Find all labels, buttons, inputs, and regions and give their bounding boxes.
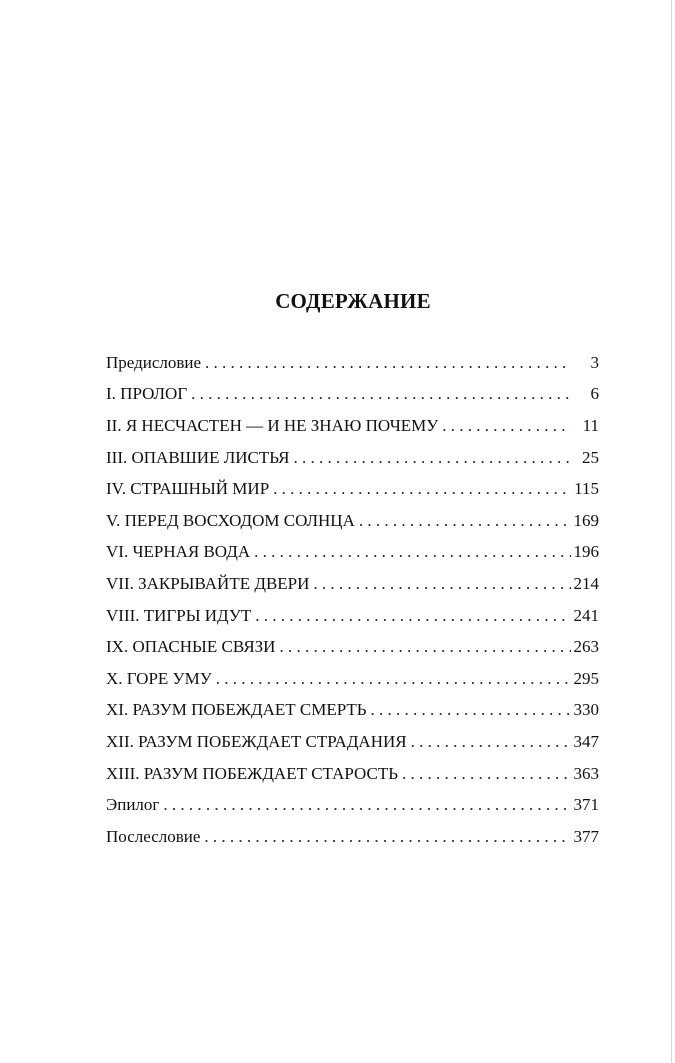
toc-entry xyxy=(106,379,599,411)
toc-page-number: 25 xyxy=(582,447,599,467)
toc-page-number: 196 xyxy=(573,542,599,562)
toc-page-number: 377 xyxy=(573,826,599,846)
toc-entry xyxy=(106,442,599,474)
toc-entry-label: IX. ОПАСНЫЕ СВЯЗИ xyxy=(106,637,276,657)
toc-dot-leader xyxy=(254,541,571,563)
toc-page-number: 263 xyxy=(573,637,599,657)
toc-entry-label: III. ОПАВШИЕ ЛИСТЬЯ xyxy=(106,447,290,467)
toc-dot-leader xyxy=(359,510,571,532)
toc-page-number: 115 xyxy=(574,479,599,499)
toc-entry-label: V. ПЕРЕД ВОСХОДОМ СОЛНЦА xyxy=(106,510,355,530)
toc-dot-leader xyxy=(293,447,571,469)
toc-entry xyxy=(106,473,599,505)
toc-entry xyxy=(106,568,599,600)
toc-entry xyxy=(106,789,599,821)
toc-entry xyxy=(106,631,599,663)
toc-dot-leader xyxy=(204,826,571,848)
toc-entry-label: VII. ЗАКРЫВАЙТЕ ДВЕРИ xyxy=(106,573,310,593)
toc-entry xyxy=(106,726,599,758)
toc-dot-leader xyxy=(313,573,571,595)
table-of-contents xyxy=(106,347,599,853)
toc-entry xyxy=(106,758,599,790)
toc-dot-leader xyxy=(255,605,571,627)
toc-dot-leader xyxy=(442,415,571,437)
toc-entry xyxy=(106,410,599,442)
toc-page-number: 241 xyxy=(573,605,599,625)
toc-entry-label: I. ПРОЛОГ xyxy=(106,384,188,404)
toc-dot-leader xyxy=(205,352,571,374)
toc-entry-label: XIII. РАЗУМ ПОБЕЖДАЕТ СТАРОСТЬ xyxy=(106,763,398,783)
page-title: СОДЕРЖАНИЕ xyxy=(275,289,431,313)
toc-entry-label: X. ГОРЕ УМУ xyxy=(106,668,212,688)
toc-page-number: 6 xyxy=(590,384,599,404)
toc-page-number: 295 xyxy=(573,668,599,688)
toc-page-number: 371 xyxy=(573,795,599,815)
toc-entry-label: XII. РАЗУМ ПОБЕЖДАЕТ СТРАДАНИЯ xyxy=(106,731,407,751)
toc-dot-leader xyxy=(371,699,571,721)
toc-entry xyxy=(106,537,599,569)
toc-entry-label: IV. СТРАШНЫЙ МИР xyxy=(106,479,270,499)
toc-dot-leader xyxy=(273,478,571,500)
toc-entry xyxy=(106,505,599,537)
toc-page-number: 330 xyxy=(573,700,599,720)
toc-page-number: 11 xyxy=(582,415,599,435)
page-edge-divider xyxy=(671,0,672,1063)
toc-dot-leader xyxy=(279,636,571,658)
toc-page-number: 347 xyxy=(573,731,599,751)
toc-entry-label: Предисловие xyxy=(106,352,202,372)
toc-entry-label: VI. ЧЕРНАЯ ВОДА xyxy=(106,542,251,562)
toc-entry xyxy=(106,695,599,727)
toc-dot-leader xyxy=(216,668,571,690)
toc-dot-leader xyxy=(191,383,571,405)
toc-entry-label: Эпилог xyxy=(106,795,160,815)
toc-entry xyxy=(106,663,599,695)
toc-entry xyxy=(106,347,599,379)
toc-page-number: 214 xyxy=(573,573,599,593)
toc-page-number: 3 xyxy=(590,352,599,372)
toc-page-number: 363 xyxy=(573,763,599,783)
toc-entry-label: VIII. ТИГРЫ ИДУТ xyxy=(106,605,252,625)
toc-entry xyxy=(106,821,599,853)
toc-page-number: 169 xyxy=(573,510,599,530)
toc-dot-leader xyxy=(402,763,571,785)
toc-entry-label: II. Я НЕСЧАСТЕН — И НЕ ЗНАЮ ПОЧЕМУ xyxy=(106,415,439,435)
toc-entry xyxy=(106,600,599,632)
toc-dot-leader xyxy=(163,794,571,816)
toc-dot-leader xyxy=(411,731,571,753)
toc-entry-label: Послесловие xyxy=(106,826,201,846)
toc-entry-label: XI. РАЗУМ ПОБЕЖДАЕТ СМЕРТЬ xyxy=(106,700,367,720)
